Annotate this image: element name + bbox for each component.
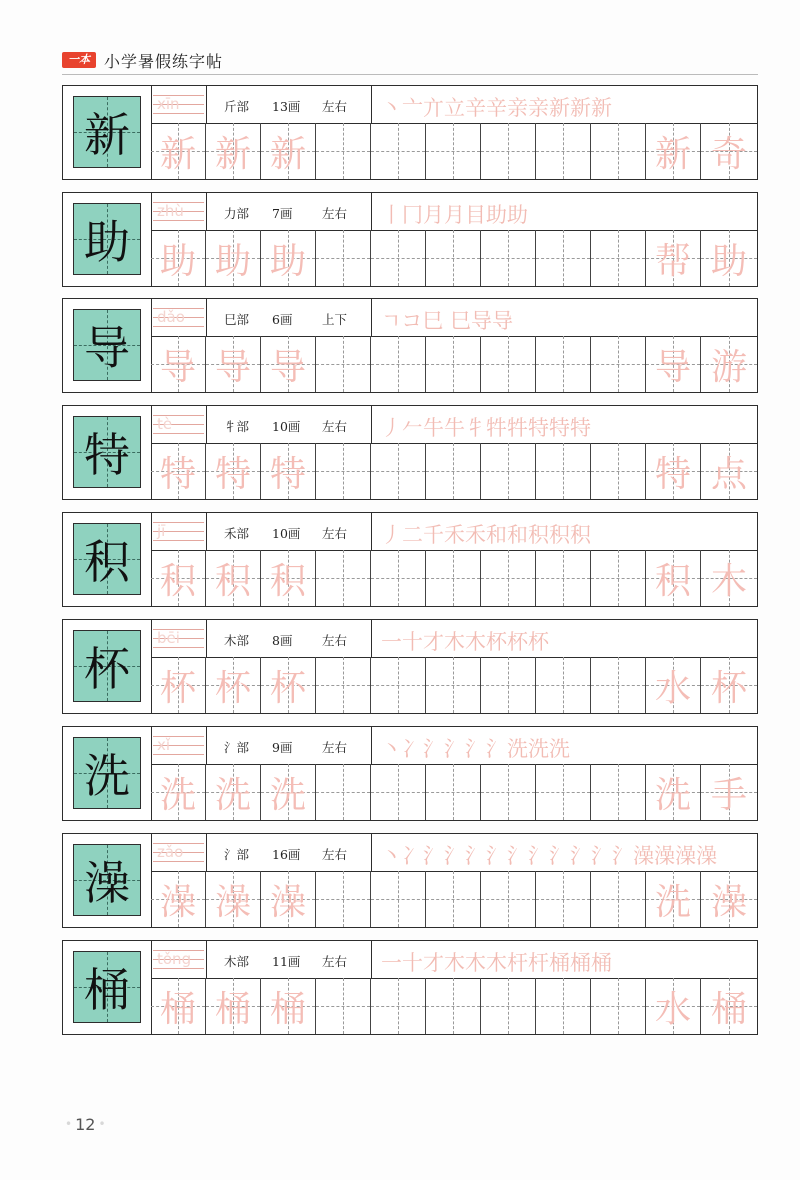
practice-grid	[151, 443, 757, 499]
stroke-order: 丶冫氵氵氵氵氵氵氵氵氵氵澡澡澡澡	[381, 844, 717, 868]
trace-character: 洗	[269, 774, 306, 816]
practice-cell[interactable]	[701, 764, 757, 820]
trace-character: 洗	[159, 774, 196, 816]
character-box	[73, 523, 141, 595]
practice-cell[interactable]	[536, 443, 591, 499]
word-character: 手	[710, 774, 747, 816]
pinyin-text: tǒng	[157, 950, 192, 968]
stroke-count: 8画	[272, 633, 293, 648]
radical-label: 牜部	[224, 419, 250, 434]
pinyin-text: xīn	[157, 95, 180, 113]
practice-cell[interactable]	[426, 443, 481, 499]
practice-cell[interactable]	[536, 871, 591, 927]
practice-cell[interactable]	[591, 978, 646, 1034]
word-character: 积	[654, 560, 691, 602]
stroke-order: 丶亠亣立辛辛亲亲新新新	[381, 96, 612, 120]
practice-cell[interactable]	[701, 443, 757, 499]
trace-character: 桶	[159, 988, 196, 1030]
practice-cell[interactable]	[481, 871, 536, 927]
character-panel	[63, 941, 152, 1034]
practice-cell[interactable]	[591, 657, 646, 713]
character-card	[62, 405, 758, 500]
character-info	[206, 406, 372, 443]
practice-cell[interactable]	[481, 443, 536, 499]
character-panel	[63, 406, 152, 499]
stroke-count: 16画	[272, 847, 301, 862]
radical-label: 禾部	[224, 526, 250, 541]
practice-cell[interactable]	[426, 230, 481, 286]
practice-cell[interactable]	[316, 443, 371, 499]
practice-cell[interactable]	[151, 657, 206, 713]
pinyin-box[interactable]	[151, 941, 207, 978]
practice-cell[interactable]	[261, 230, 316, 286]
word-character: 助	[710, 240, 747, 282]
practice-grid	[151, 871, 757, 927]
stroke-count: 10画	[272, 419, 301, 434]
info-row	[151, 727, 757, 765]
practice-cell[interactable]	[206, 123, 261, 179]
practice-cell[interactable]	[426, 871, 481, 927]
practice-grid	[151, 336, 757, 392]
word-character: 水	[654, 667, 691, 709]
practice-cell[interactable]	[591, 443, 646, 499]
practice-cell[interactable]	[426, 123, 481, 179]
character-info	[206, 513, 372, 550]
pinyin-box[interactable]	[151, 299, 207, 336]
practice-cell[interactable]	[646, 123, 701, 179]
practice-cell[interactable]	[316, 336, 371, 392]
trace-character: 助	[159, 240, 196, 282]
practice-cell[interactable]	[481, 657, 536, 713]
practice-cell[interactable]	[701, 123, 757, 179]
practice-cell[interactable]	[591, 550, 646, 606]
trace-character: 积	[269, 560, 306, 602]
practice-cell[interactable]	[536, 978, 591, 1034]
practice-cell[interactable]	[206, 336, 261, 392]
book-title: 小学暑假练字帖	[104, 51, 224, 71]
practice-cell[interactable]	[261, 978, 316, 1034]
info-row	[151, 86, 757, 124]
trace-character: 积	[214, 560, 251, 602]
practice-cell[interactable]	[371, 230, 426, 286]
practice-cell[interactable]	[646, 230, 701, 286]
practice-cell[interactable]	[701, 871, 757, 927]
character-info	[206, 193, 372, 230]
trace-character: 特	[214, 453, 251, 495]
trace-character: 杯	[269, 667, 306, 709]
practice-cell[interactable]	[261, 764, 316, 820]
radical-label: 斤部	[224, 99, 250, 114]
pinyin-text: tè	[157, 415, 173, 433]
pinyin-text: dǎo	[157, 308, 185, 326]
pinyin-text: bēi	[157, 629, 180, 647]
practice-cell[interactable]	[426, 764, 481, 820]
word-character: 点	[710, 453, 747, 495]
trace-character: 澡	[269, 881, 306, 923]
trace-character: 特	[159, 453, 196, 495]
character-box	[73, 951, 141, 1023]
info-row	[151, 620, 757, 658]
character-panel	[63, 834, 152, 927]
practice-cell[interactable]	[481, 123, 536, 179]
character-card	[62, 619, 758, 714]
practice-cell[interactable]	[481, 978, 536, 1034]
word-character: 木	[710, 560, 747, 602]
practice-cell[interactable]	[481, 336, 536, 392]
practice-cell[interactable]	[536, 336, 591, 392]
practice-cell[interactable]	[371, 123, 426, 179]
practice-cell[interactable]	[206, 871, 261, 927]
practice-cell[interactable]	[701, 978, 757, 1034]
character-info	[206, 941, 372, 978]
trace-character: 积	[159, 560, 196, 602]
practice-cell[interactable]	[261, 550, 316, 606]
practice-cell[interactable]	[701, 657, 757, 713]
character-box	[73, 844, 141, 916]
character-info	[206, 86, 372, 123]
trace-character: 新	[269, 133, 306, 175]
character-box	[73, 96, 141, 168]
character-info	[206, 727, 372, 764]
stroke-order: 丿𠂉牛牛牜牪牪特特特	[381, 416, 591, 440]
practice-cell[interactable]	[151, 550, 206, 606]
practice-cell[interactable]	[371, 764, 426, 820]
trace-character: 洗	[214, 774, 251, 816]
structure-label: 左右	[322, 526, 348, 541]
practice-cell[interactable]	[206, 764, 261, 820]
pinyin-box[interactable]	[151, 727, 207, 764]
word-character: 特	[654, 453, 691, 495]
practice-cell[interactable]	[646, 443, 701, 499]
character-card	[62, 192, 758, 287]
structure-label: 左右	[322, 954, 348, 969]
practice-cell[interactable]	[591, 230, 646, 286]
practice-cell[interactable]	[536, 764, 591, 820]
main-character: 导	[84, 321, 130, 375]
practice-cell[interactable]	[316, 550, 371, 606]
practice-cell[interactable]	[426, 978, 481, 1034]
character-box	[73, 416, 141, 488]
practice-cell[interactable]	[371, 871, 426, 927]
pinyin-box[interactable]	[151, 620, 207, 657]
practice-cell[interactable]	[701, 550, 757, 606]
practice-cell[interactable]	[261, 657, 316, 713]
practice-cell[interactable]	[261, 123, 316, 179]
pinyin-box[interactable]	[151, 406, 207, 443]
practice-grid	[151, 123, 757, 179]
practice-grid	[151, 657, 757, 713]
trace-character: 澡	[159, 881, 196, 923]
character-panel	[63, 727, 152, 820]
practice-cell[interactable]	[206, 550, 261, 606]
trace-character: 特	[269, 453, 306, 495]
stroke-count: 13画	[272, 99, 301, 114]
practice-cell[interactable]	[481, 550, 536, 606]
trace-character: 导	[269, 346, 306, 388]
pinyin-text: zǎo	[157, 843, 184, 861]
practice-cell[interactable]	[151, 123, 206, 179]
practice-cell[interactable]	[426, 657, 481, 713]
character-info	[206, 299, 372, 336]
character-box	[73, 203, 141, 275]
character-box	[73, 737, 141, 809]
header-divider	[62, 74, 758, 75]
trace-character: 杯	[214, 667, 251, 709]
info-row	[151, 941, 757, 979]
practice-cell[interactable]	[646, 550, 701, 606]
practice-cell[interactable]	[151, 978, 206, 1034]
stroke-count: 10画	[272, 526, 301, 541]
practice-cell[interactable]	[151, 336, 206, 392]
radical-label: 木部	[224, 633, 250, 648]
stroke-count: 11画	[272, 954, 301, 969]
character-panel	[63, 86, 152, 179]
structure-label: 左右	[322, 847, 348, 862]
pinyin-box[interactable]	[151, 86, 207, 123]
practice-cell[interactable]	[316, 657, 371, 713]
practice-cell[interactable]	[316, 230, 371, 286]
radical-label: 力部	[224, 206, 250, 221]
practice-cell[interactable]	[151, 443, 206, 499]
practice-cell[interactable]	[151, 871, 206, 927]
structure-label: 左右	[322, 419, 348, 434]
stroke-order: ㄱコ巳 巳导导	[381, 309, 513, 333]
trace-character: 桶	[269, 988, 306, 1030]
practice-cell[interactable]	[206, 443, 261, 499]
word-character: 洗	[654, 774, 691, 816]
character-panel	[63, 299, 152, 392]
series-badge: 一本	[62, 52, 96, 68]
character-card	[62, 512, 758, 607]
stroke-count: 9画	[272, 740, 293, 755]
practice-cell[interactable]	[206, 657, 261, 713]
stroke-count: 7画	[272, 206, 293, 221]
main-character: 助	[84, 215, 130, 269]
page-number: • 12 •	[62, 1115, 109, 1134]
character-card	[62, 298, 758, 393]
practice-cell[interactable]	[316, 764, 371, 820]
info-row	[151, 299, 757, 337]
word-character: 奇	[710, 133, 747, 175]
practice-cell[interactable]	[646, 978, 701, 1034]
practice-cell[interactable]	[701, 336, 757, 392]
practice-cell[interactable]	[261, 336, 316, 392]
word-character: 帮	[654, 240, 691, 282]
main-character: 桶	[84, 963, 130, 1017]
practice-cell[interactable]	[591, 123, 646, 179]
pinyin-box[interactable]	[151, 193, 207, 230]
trace-character: 桶	[214, 988, 251, 1030]
pinyin-text: zhù	[157, 202, 184, 220]
character-card	[62, 85, 758, 180]
character-panel	[63, 513, 152, 606]
word-character: 游	[710, 346, 747, 388]
main-character: 澡	[84, 856, 130, 910]
radical-label: 氵部	[224, 847, 250, 862]
structure-label: 上下	[322, 312, 348, 327]
practice-cell[interactable]	[426, 336, 481, 392]
info-row	[151, 834, 757, 872]
trace-character: 助	[214, 240, 251, 282]
page-header	[62, 50, 223, 70]
practice-cell[interactable]	[316, 871, 371, 927]
stroke-order: 丨冂月月目助助	[381, 203, 528, 227]
pinyin-text: xǐ	[157, 736, 171, 754]
practice-grid	[151, 764, 757, 820]
trace-character: 澡	[214, 881, 251, 923]
practice-cell[interactable]	[371, 443, 426, 499]
info-row	[151, 193, 757, 231]
practice-cell[interactable]	[536, 123, 591, 179]
practice-cell[interactable]	[371, 978, 426, 1034]
character-box	[73, 309, 141, 381]
trace-character: 导	[159, 346, 196, 388]
trace-character: 新	[214, 133, 251, 175]
practice-cell[interactable]	[591, 764, 646, 820]
practice-cell[interactable]	[701, 230, 757, 286]
structure-label: 左右	[322, 633, 348, 648]
practice-cell[interactable]	[536, 230, 591, 286]
practice-cell[interactable]	[646, 871, 701, 927]
main-character: 洗	[84, 749, 130, 803]
stroke-order: 丿二千禾禾和和积积积	[381, 523, 591, 547]
word-character: 澡	[710, 881, 747, 923]
info-row	[151, 513, 757, 551]
trace-character: 新	[159, 133, 196, 175]
word-character: 桶	[710, 988, 747, 1030]
word-character: 导	[654, 346, 691, 388]
word-character: 洗	[654, 881, 691, 923]
structure-label: 左右	[322, 99, 348, 114]
practice-cell[interactable]	[261, 443, 316, 499]
radical-label: 氵部	[224, 740, 250, 755]
practice-cell[interactable]	[316, 123, 371, 179]
practice-cell[interactable]	[481, 230, 536, 286]
character-box	[73, 630, 141, 702]
practice-grid	[151, 230, 757, 286]
word-character: 新	[654, 133, 691, 175]
pinyin-text: jī	[157, 522, 166, 540]
word-character: 水	[654, 988, 691, 1030]
practice-cell[interactable]	[646, 336, 701, 392]
practice-cell[interactable]	[371, 657, 426, 713]
trace-character: 助	[269, 240, 306, 282]
character-info	[206, 620, 372, 657]
main-character: 积	[84, 535, 130, 589]
practice-cell[interactable]	[206, 230, 261, 286]
practice-cell[interactable]	[316, 978, 371, 1034]
practice-cell[interactable]	[261, 871, 316, 927]
radical-label: 木部	[224, 954, 250, 969]
practice-cell[interactable]	[536, 657, 591, 713]
trace-character: 杯	[159, 667, 196, 709]
main-character: 新	[84, 108, 130, 162]
stroke-count: 6画	[272, 312, 293, 327]
character-info	[206, 834, 372, 871]
character-card	[62, 833, 758, 928]
practice-cell[interactable]	[646, 657, 701, 713]
practice-cell[interactable]	[591, 871, 646, 927]
stroke-order: 一十才木木木杆杆桶桶桶	[381, 951, 612, 975]
radical-label: 巳部	[224, 312, 250, 327]
character-card	[62, 726, 758, 821]
practice-cell[interactable]	[536, 550, 591, 606]
info-row	[151, 406, 757, 444]
practice-cell[interactable]	[591, 336, 646, 392]
practice-cell[interactable]	[646, 764, 701, 820]
practice-cell[interactable]	[371, 336, 426, 392]
pinyin-box[interactable]	[151, 834, 207, 871]
word-character: 杯	[710, 667, 747, 709]
pinyin-box[interactable]	[151, 513, 207, 550]
practice-cell[interactable]	[151, 764, 206, 820]
practice-cell[interactable]	[481, 764, 536, 820]
practice-cell[interactable]	[426, 550, 481, 606]
stroke-order: 丶冫氵氵氵氵洗洗洗	[381, 737, 570, 761]
main-character: 杯	[84, 642, 130, 696]
practice-grid	[151, 550, 757, 606]
character-panel	[63, 193, 152, 286]
practice-cell[interactable]	[206, 978, 261, 1034]
structure-label: 左右	[322, 740, 348, 755]
practice-cell[interactable]	[371, 550, 426, 606]
trace-character: 导	[214, 346, 251, 388]
main-character: 特	[84, 428, 130, 482]
character-card	[62, 940, 758, 1035]
character-panel	[63, 620, 152, 713]
stroke-order: 一十才木木杯杯杯	[381, 630, 549, 654]
practice-grid	[151, 978, 757, 1034]
practice-cell[interactable]	[151, 230, 206, 286]
structure-label: 左右	[322, 206, 348, 221]
